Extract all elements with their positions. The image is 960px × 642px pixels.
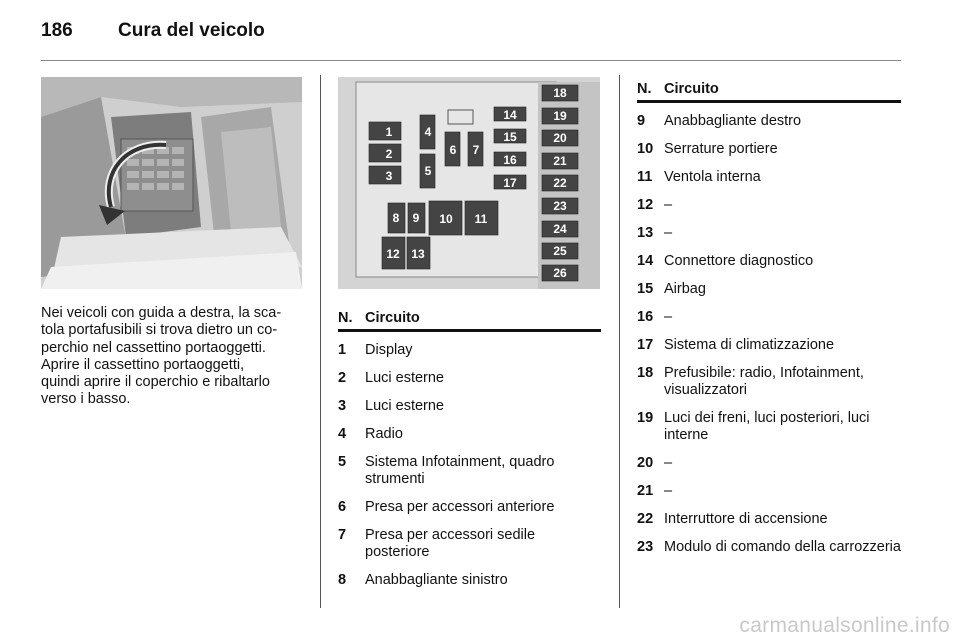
circuit-name: Ventola interna — [664, 169, 761, 185]
circuit-name: Anabbagliante destro — [664, 113, 802, 129]
circuit-name: Airbag — [664, 281, 706, 297]
fuse-box-diagram — [338, 77, 600, 289]
table-row — [637, 511, 901, 528]
circuit-name: Luci esterne — [365, 398, 444, 414]
table-row — [338, 370, 601, 387]
circuit-name: – — [664, 225, 673, 241]
fuse-label: 12 — [386, 247, 400, 261]
fuse-label: 18 — [553, 86, 567, 100]
fuse-label: 13 — [411, 247, 425, 261]
fuse-number: 12 — [637, 197, 654, 213]
fuse-number: 8 — [338, 572, 347, 588]
watermark: carmanualsonline.info — [739, 614, 950, 637]
table-row — [637, 309, 901, 326]
fuse-table-right — [637, 81, 901, 567]
fuse-label: 11 — [474, 212, 488, 226]
fuse-number: 1 — [338, 342, 347, 358]
column-divider-2 — [619, 75, 620, 608]
col-circuit-header: Circuito — [664, 81, 719, 97]
fuse-number: 15 — [637, 281, 654, 297]
fuse-number: 2 — [338, 370, 347, 386]
table-row — [637, 113, 901, 130]
table-header — [338, 310, 601, 332]
fuse-label: 24 — [553, 222, 567, 236]
fuse-number: 16 — [637, 309, 654, 325]
table-row — [637, 455, 901, 472]
fuse-label: 14 — [503, 108, 517, 122]
intro-line: verso i basso. — [41, 391, 131, 408]
fuse-label: 19 — [553, 109, 567, 123]
intro-line: perchio nel cassettino portaoggetti. — [41, 339, 266, 356]
fuse-label: 22 — [553, 176, 567, 190]
table-row — [637, 337, 901, 354]
circuit-name: Sistema Infotainment, quadro strumenti — [365, 454, 555, 487]
fuse-label: 21 — [553, 154, 567, 168]
circuit-name: Luci dei freni, luci posteriori, luci interne — [664, 410, 870, 443]
table-row — [637, 197, 901, 214]
table-row — [338, 499, 601, 516]
header-rule — [41, 60, 901, 61]
intro-line: Aprire il cassettino portaoggetti, — [41, 356, 245, 373]
circuit-name: Prefusibile: radio, Infotainment, visualizzatori — [664, 365, 864, 398]
fuse-label: 1 — [385, 125, 393, 139]
fuse-number: 19 — [637, 410, 654, 426]
table-row — [637, 410, 901, 444]
circuit-name: Presa per accessori sedile posteriore — [365, 527, 536, 560]
fuse-number: 7 — [338, 527, 347, 543]
table-header — [637, 81, 901, 103]
circuit-name: Luci esterne — [365, 370, 444, 386]
fuse-label: 20 — [553, 131, 567, 145]
col-circuit-header: Circuito — [365, 310, 420, 326]
table-row — [637, 365, 901, 399]
page-number: 186 — [41, 20, 73, 41]
intro-line: tola portafusibili si trova dietro un co- — [41, 322, 278, 339]
fuse-number: 13 — [637, 225, 654, 241]
table-row — [338, 342, 601, 359]
fuse-number: 20 — [637, 455, 654, 471]
fuse-label: 7 — [472, 143, 480, 157]
fuse-label: 4 — [424, 125, 432, 139]
page-title: Cura del veicolo — [118, 20, 265, 41]
circuit-name: Modulo di comando della carrozzeria — [664, 539, 901, 555]
table-row — [338, 527, 601, 561]
table-row — [637, 539, 901, 556]
table-row — [338, 454, 601, 488]
fuse-label: 25 — [553, 244, 567, 258]
fuse-number: 14 — [637, 253, 654, 269]
fuse-label: 3 — [385, 169, 393, 183]
circuit-name: Display — [365, 342, 413, 358]
table-row — [637, 141, 901, 158]
fuse-label: 15 — [503, 130, 517, 144]
fuse-number: 6 — [338, 499, 347, 515]
table-row — [637, 169, 901, 186]
intro-line: Nei veicoli con guida a destra, la sca- — [41, 305, 282, 321]
glovebox-illustration — [41, 77, 302, 289]
intro-line: quindi aprire il coperchio e ribaltarlo — [41, 374, 270, 391]
fuse-label: 8 — [392, 211, 400, 225]
circuit-name: Sistema di climatizzazione — [664, 337, 835, 353]
circuit-name: Connettore diagnostico — [664, 253, 814, 269]
table-row — [338, 572, 601, 589]
circuit-name: – — [664, 483, 673, 499]
intro-paragraph — [41, 305, 311, 409]
col-number-header: N. — [338, 310, 353, 326]
table-row — [338, 426, 601, 443]
table-row — [338, 398, 601, 415]
circuit-name: – — [664, 197, 673, 213]
table-row — [637, 483, 901, 500]
circuit-name: Interruttore di accensione — [664, 511, 828, 527]
fuse-number: 4 — [338, 426, 347, 442]
col-number-header: N. — [637, 81, 652, 97]
fuse-number: 5 — [338, 454, 347, 470]
fuse-number: 3 — [338, 398, 347, 414]
fuse-label: 26 — [553, 266, 567, 280]
fuse-label: 5 — [424, 164, 432, 178]
circuit-name: Presa per accessori anteriore — [365, 499, 555, 515]
fuse-label: 17 — [503, 176, 517, 190]
circuit-name: – — [664, 455, 673, 471]
fuse-number: 10 — [637, 141, 654, 157]
fuse-number: 11 — [637, 169, 653, 185]
fuse-label: 23 — [553, 199, 567, 213]
fuse-number: 22 — [637, 511, 654, 527]
table-row — [637, 281, 901, 298]
fuse-label: 10 — [439, 212, 453, 226]
circuit-name: Anabbagliante sinistro — [365, 572, 508, 588]
fuse-label: 16 — [503, 153, 517, 167]
fuse-number: 18 — [637, 365, 654, 381]
circuit-name: – — [664, 309, 673, 325]
fuse-label: 6 — [449, 143, 457, 157]
column-divider-1 — [320, 75, 321, 608]
circuit-name: Radio — [365, 426, 403, 442]
fuse-label: 9 — [412, 211, 420, 225]
fuse-number: 17 — [637, 337, 654, 353]
fuse-number: 9 — [637, 113, 646, 129]
fuse-number: 23 — [637, 539, 654, 555]
circuit-name: Serrature portiere — [664, 141, 778, 157]
fuse-table-left — [338, 310, 601, 600]
fuse-label: 2 — [385, 147, 393, 161]
table-row — [637, 253, 901, 270]
fuse-number: 21 — [637, 483, 654, 499]
table-row — [637, 225, 901, 242]
